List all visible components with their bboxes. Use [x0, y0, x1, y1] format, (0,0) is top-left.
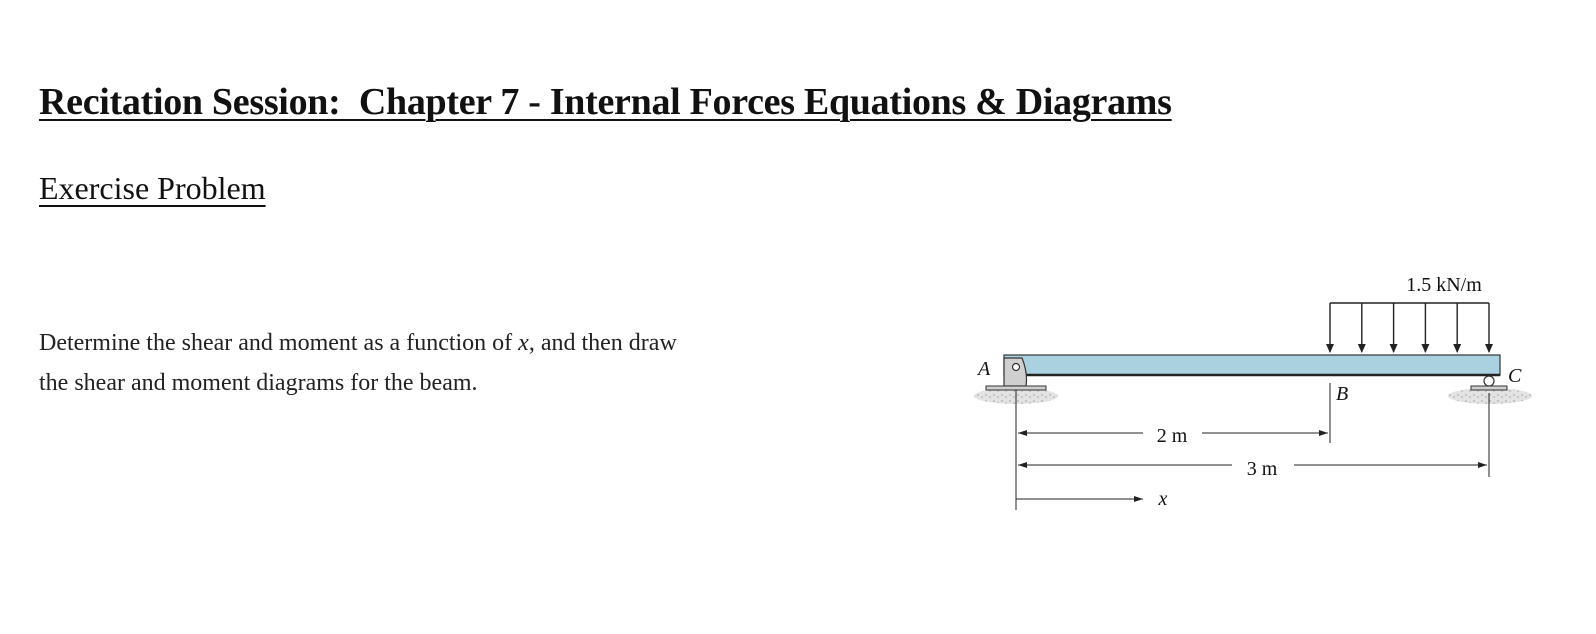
beam-diagram — [960, 255, 1560, 535]
problem-text-end: , and then draw — [528, 330, 677, 356]
problem-statement — [39, 323, 799, 403]
point-c-label: C — [1508, 365, 1522, 387]
beam-figure — [960, 255, 1560, 535]
problem-variable: x — [518, 330, 529, 356]
load-label: 1.5 kN/m — [1406, 274, 1482, 296]
problem-text-line2: the shear and moment diagrams for the beam. — [39, 370, 478, 396]
page-title: Recitation Session: Chapter 7 - Internal Forces Equations & Diagrams — [39, 81, 1172, 123]
dimension-ac-label: 3 m — [1246, 458, 1278, 480]
point-b-label: B — [1336, 383, 1349, 405]
point-a-label: A — [978, 358, 991, 380]
x-label: x — [1158, 488, 1168, 510]
section-heading: Exercise Problem — [39, 170, 266, 206]
problem-text-start: Determine the shear and moment as a function of — [39, 330, 519, 356]
roller-support-c — [1471, 376, 1507, 390]
extension-lines — [1016, 383, 1489, 510]
beam — [1004, 355, 1500, 375]
distributed-load — [1330, 303, 1489, 352]
dimension-ab-label: 2 m — [1156, 425, 1188, 447]
